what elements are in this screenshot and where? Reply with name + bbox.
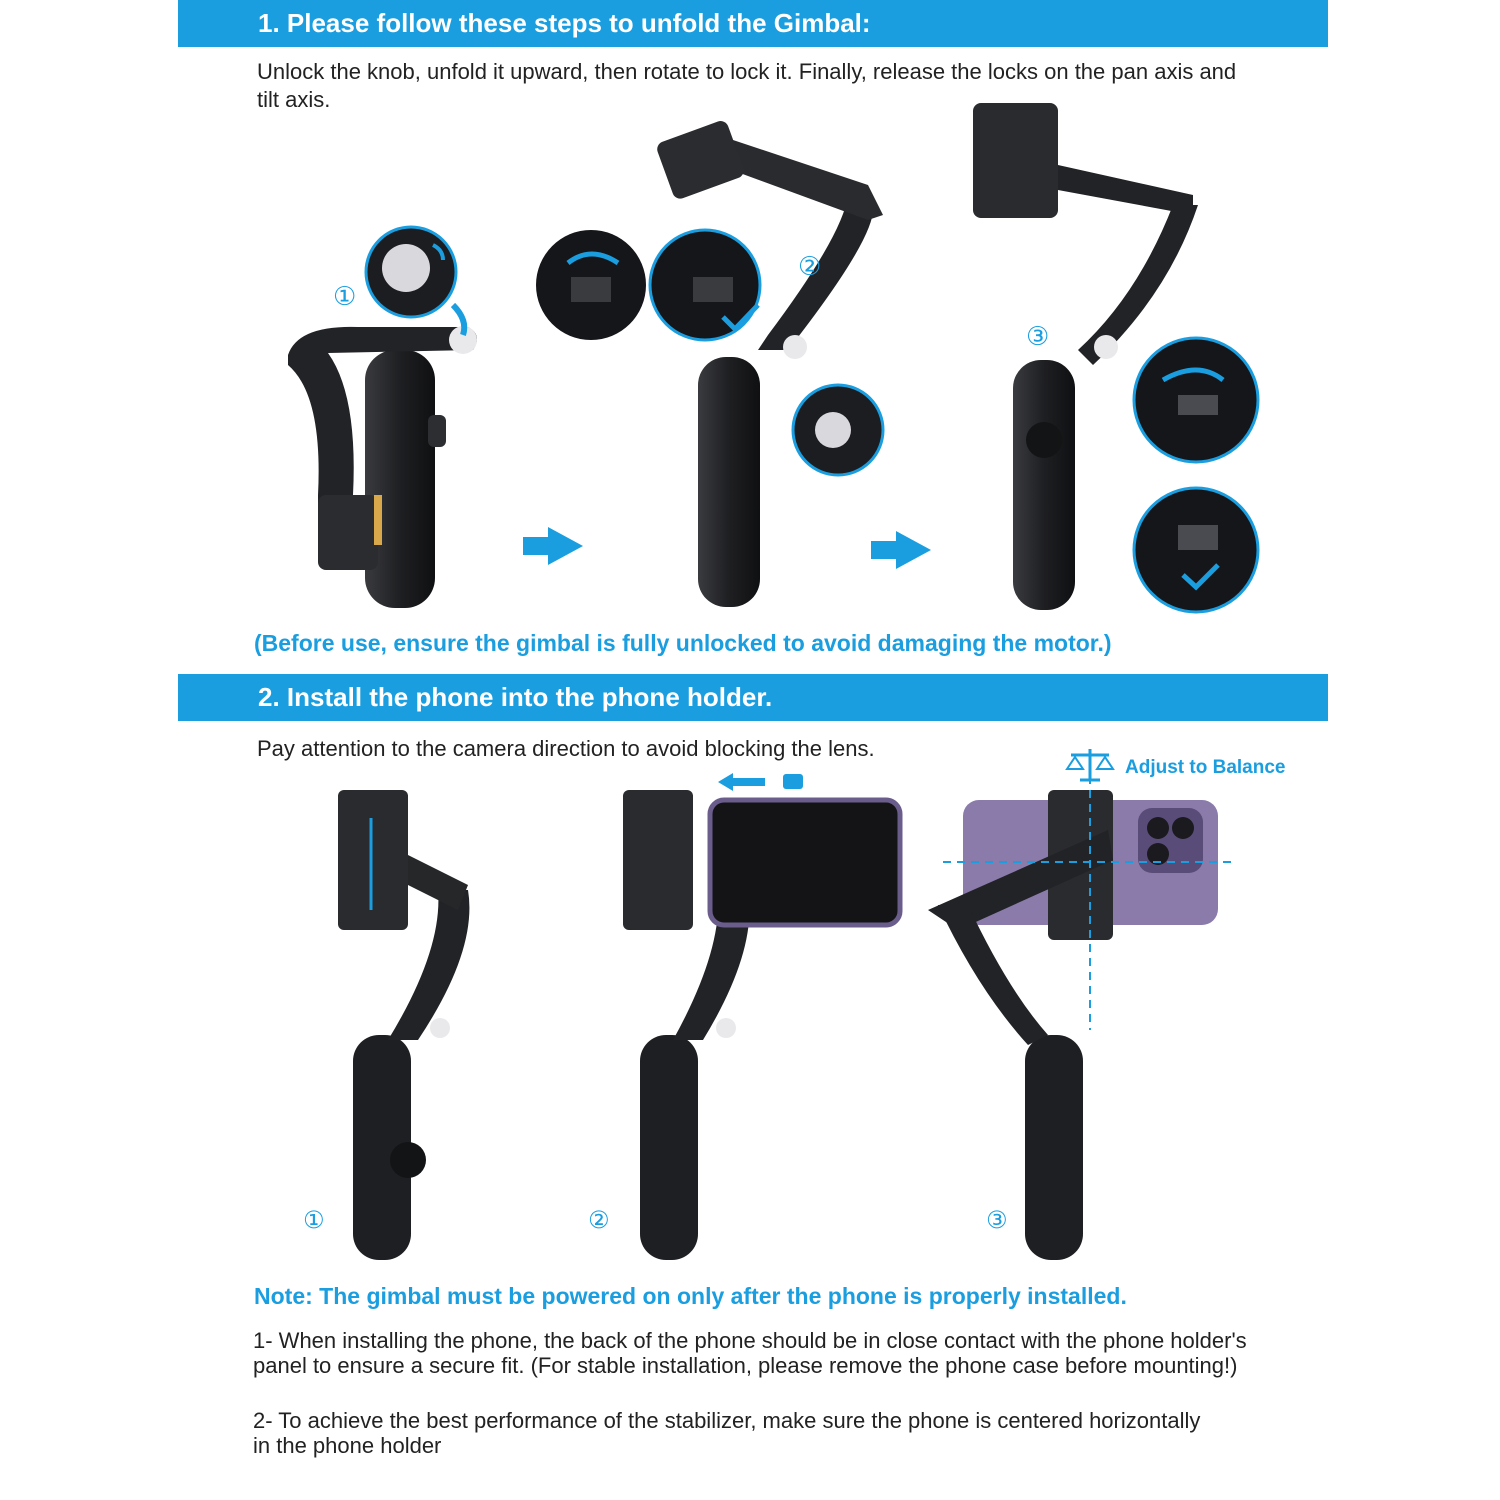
install-marker-3: ③ xyxy=(986,1206,1008,1234)
balanced-phone-figure xyxy=(928,770,1233,1260)
install-marker-2: ② xyxy=(588,1206,610,1234)
power-on-note: Note: The gimbal must be powered on only after the phone is properly installed. xyxy=(254,1283,1127,1309)
empty-holder-figure xyxy=(338,790,469,1260)
balance-scale-icon xyxy=(1065,745,1115,785)
marker-1: ① xyxy=(333,282,357,312)
tilt-lock-callout xyxy=(1134,488,1258,612)
next-arrow-icon xyxy=(871,531,931,569)
balance-label: Adjust to Balance xyxy=(1125,757,1286,778)
section2-instruction: Pay attention to the camera direction to avoid blocking the lens. xyxy=(257,736,875,761)
pan-lock-callout xyxy=(793,385,883,475)
knob-unlock-callout xyxy=(366,227,464,335)
install-marker-1: ① xyxy=(303,1206,325,1234)
tip-1: 1- When installing the phone, the back of the phone should be in close contact with the phone holder's panel to ensure a secure fit. (For stable installation, please remove the phone case before mounting!) xyxy=(253,1328,1247,1378)
folded-gimbal-figure xyxy=(288,326,477,608)
unlock-warning: (Before use, ensure the gimbal is fully unlocked to avoid damaging the motor.) xyxy=(254,630,1112,656)
marker-2: ② xyxy=(798,252,822,282)
unfold-steps-illustration xyxy=(178,95,1328,635)
phone-install-illustration xyxy=(178,770,1328,1270)
section2-heading: 2. Install the phone into the phone holder. xyxy=(178,674,1328,721)
next-arrow-icon xyxy=(523,527,583,565)
lock-before-callout xyxy=(536,230,646,340)
insert-phone-figure xyxy=(623,773,900,1260)
section1-heading: 1. Please follow these steps to unfold the Gimbal: xyxy=(178,0,1328,47)
marker-3: ③ xyxy=(1026,322,1050,352)
tip-2: 2- To achieve the best performance of the stabilizer, make sure the phone is centered horizontally in the phone holder xyxy=(253,1408,1201,1458)
unfolding-gimbal-figure xyxy=(655,119,883,607)
section1-instruction: Unlock the knob, unfold it upward, then rotate to lock it. Finally, release the locks on the pan axis and tilt axis. xyxy=(257,59,1237,112)
lock-after-callout xyxy=(650,230,760,340)
tilt-unlock-callout xyxy=(1134,338,1258,462)
